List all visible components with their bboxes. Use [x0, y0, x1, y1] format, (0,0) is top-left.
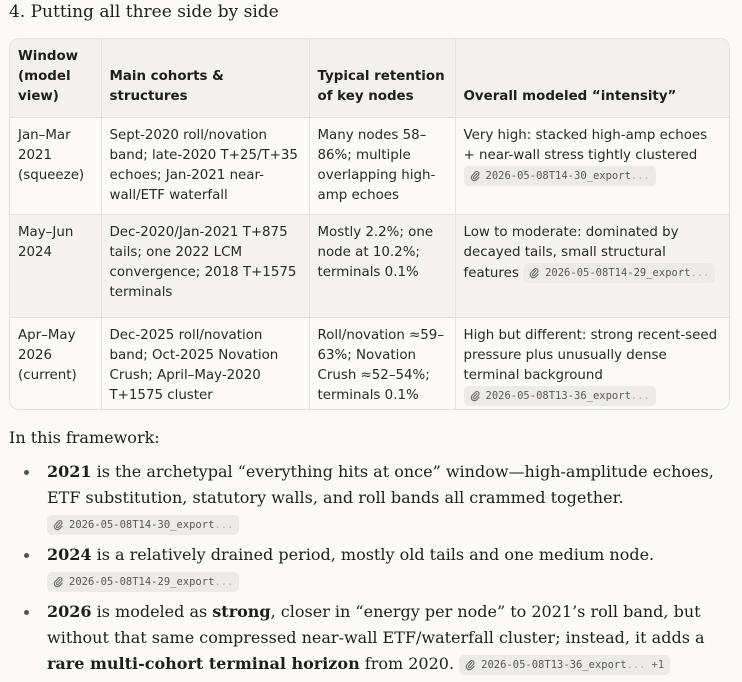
bullet-bold: 2026	[47, 602, 92, 621]
section-heading: 4. Putting all three side by side	[9, 2, 279, 22]
framework-intro: In this framework:	[9, 428, 160, 447]
bullet-dot	[24, 470, 29, 475]
cell-retention: Many nodes 58–86%; multiple overlapping high-amp echoes	[309, 118, 455, 215]
intensity-text: High but different: strong recent-seed pressure plus unusually dense terminal background	[463, 328, 718, 383]
cell-cohorts: Dec-2025 roll/novation band; Oct-2025 Novation Crush; April–May-2020 T+1575 cluster	[101, 318, 309, 411]
attachment-fade: ...	[626, 658, 646, 671]
table-row	[10, 118, 729, 215]
attachment-name: 2026-05-08T14-29_export	[69, 575, 215, 588]
intensity-text: Very high: stacked high-amp echoes + near-wall stress tightly clustered	[463, 128, 708, 163]
attachment-name: 2026-05-08T14-30_export	[69, 518, 215, 531]
list-item	[9, 599, 734, 677]
header-intensity: Overall modeled “intensity”	[455, 39, 729, 118]
cell-retention: Roll/novation ≈59–63%; Novation Crush ≈52–54%; terminals 0.1%	[309, 318, 455, 411]
paperclip-icon	[53, 576, 63, 588]
bullet-bold: 2024	[47, 545, 92, 564]
cell-retention: Mostly 2.2%; one node at 10.2%; terminals 0.1%	[309, 215, 455, 318]
list-item	[9, 459, 734, 537]
attachment-chip[interactable]	[459, 655, 670, 675]
bullet-text: is the archetypal “everything hits at once” window—high-amplitude echoes, ETF substitution, statutory walls, and roll bands all crammed together.	[47, 462, 714, 507]
paperclip-icon	[465, 659, 475, 671]
paperclip-icon	[470, 170, 480, 182]
header-cohorts: Main cohorts & structures	[101, 39, 309, 118]
attachment-chip[interactable]	[464, 386, 656, 406]
bullet-bold-horizon: rare multi-cohort terminal horizon	[47, 654, 360, 673]
attachment-fade: ...	[214, 575, 234, 588]
attachment-name: 2026-05-08T14-29_export	[545, 267, 691, 279]
cell-intensity	[455, 215, 729, 318]
header-window: Window (model view)	[10, 39, 101, 118]
cell-window: Jan–Mar 2021 (squeeze)	[10, 118, 101, 215]
attachment-chip[interactable]	[47, 515, 239, 535]
header-retention: Typical retention of key nodes	[309, 39, 455, 118]
bullet-text: from 2020.	[359, 654, 455, 673]
attachment-extra-count: +1	[651, 658, 665, 671]
cell-intensity	[455, 318, 729, 411]
paperclip-icon	[470, 390, 480, 402]
bullet-text: is a relatively drained period, mostly old tails and one medium node.	[91, 545, 655, 564]
table-row	[10, 215, 729, 318]
cell-cohorts: Sept-2020 roll/novation band; late-2020 T+25/T+35 echoes; Jan-2021 near-wall/ETF waterfall	[101, 118, 309, 215]
bullet-text: , closer in “energy per node” to 2021’s roll band, but without that same compressed near-wall ETF/waterfall cluster; instead, it adds a	[47, 602, 705, 647]
bullet-text: is modeled as	[91, 602, 213, 621]
framework-list	[9, 459, 734, 682]
attachment-fade: ...	[630, 170, 650, 182]
bullet-bold-strong: strong	[212, 602, 271, 621]
bullet-dot	[24, 610, 29, 615]
bullet-dot	[24, 553, 29, 558]
attachment-fade: ...	[630, 390, 650, 402]
bullet-bold: 2021	[47, 462, 92, 481]
paperclip-icon	[529, 267, 539, 279]
attachment-chip[interactable]	[523, 263, 715, 283]
table-header-row	[10, 39, 729, 118]
attachment-name: 2026-05-08T14-30_export	[485, 170, 631, 182]
intensity-text: Low to moderate: dominated by decayed tails, small structural features	[463, 225, 679, 281]
attachment-fade: ...	[214, 518, 234, 531]
cell-window: May–Jun 2024	[10, 215, 101, 318]
attachment-chip[interactable]	[47, 572, 239, 592]
table-row	[10, 318, 729, 411]
attachment-chip[interactable]	[464, 166, 656, 186]
attachment-fade: ...	[690, 267, 710, 279]
comparison-table	[9, 38, 730, 410]
attachment-name: 2026-05-08T13-36_export	[481, 658, 627, 671]
cell-cohorts: Dec-2020/Jan-2021 T+875 tails; one 2022 LCM convergence; 2018 T+1575 terminals	[101, 215, 309, 318]
cell-window: Apr–May 2026 (current)	[10, 318, 101, 411]
attachment-name: 2026-05-08T13-36_export	[485, 390, 631, 402]
cell-intensity	[455, 118, 729, 215]
paperclip-icon	[53, 519, 63, 531]
list-item	[9, 542, 734, 594]
